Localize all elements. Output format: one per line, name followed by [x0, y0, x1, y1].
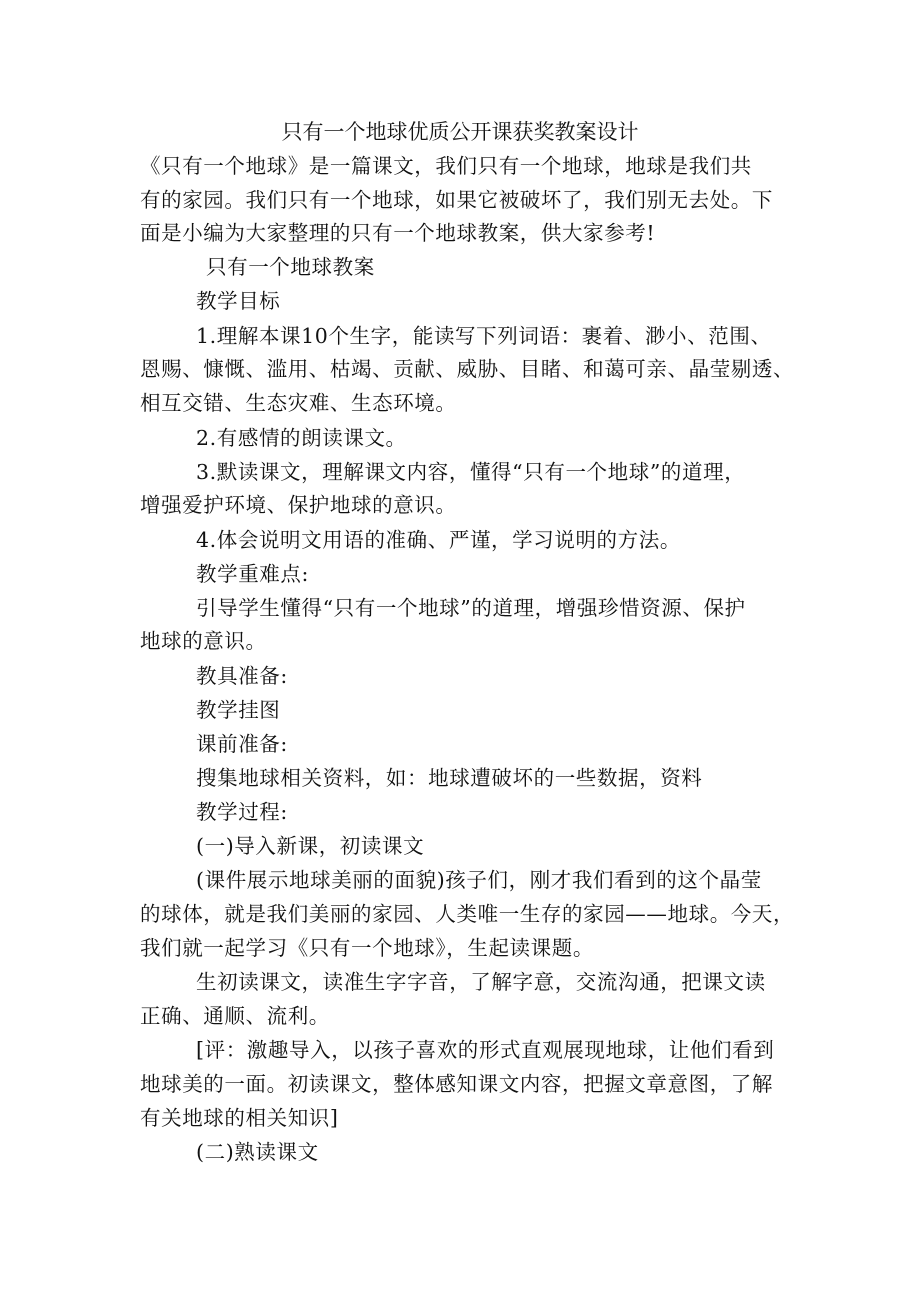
document-title: 只有一个地球优质公开课获奖教案设计 — [281, 120, 639, 144]
text-line: 地球美的一面。初读课文，整体感知课文内容，把握文章意图，了解 — [140, 1072, 773, 1096]
section-heading: 课前准备: — [196, 732, 288, 756]
text-line: 2.有感情的朗读课文。 — [196, 426, 407, 450]
section-heading: 教学重难点: — [196, 562, 310, 586]
text-line: 相互交错、生态灾难、生态环境。 — [140, 391, 457, 415]
section-heading: 教学目标 — [196, 289, 281, 313]
text-line: 的球体，就是我们美丽的家园、人类唯一生存的家园——地球。今天， — [140, 902, 795, 926]
section-heading: 教学过程: — [196, 800, 288, 824]
text-line: 教学挂图 — [196, 698, 281, 722]
text-line: 搜集地球相关资料，如：地球遭破坏的一些数据，资料 — [196, 766, 703, 790]
text-line: [评：激趣导入，以孩子喜欢的形式直观展现地球，让他们看到 — [196, 1038, 775, 1062]
text-line: 《只有一个地球》是一篇课文，我们只有一个地球，地球是我们共 — [140, 154, 752, 178]
text-line: 3.默读课文，理解课文内容，懂得“只有一个地球”的道理， — [196, 460, 746, 484]
text-line: 1.理解本课10个生字，能读写下列词语：裹着、渺小、范围、 — [196, 324, 772, 348]
text-line: 有的家园。我们只有一个地球，如果它被破坏了，我们别无去处。下 — [140, 188, 773, 212]
text-line: 面是小编为大家整理的只有一个地球教案，供大家参考! — [140, 221, 656, 245]
section-heading: 教具准备: — [196, 664, 288, 688]
section-heading: (一)导入新课，初读课文 — [196, 834, 425, 858]
text-line: 增强爱护环境、保护地球的意识。 — [140, 493, 457, 517]
text-line: 生初读课文，读准生字字音，了解字意，交流沟通，把课文读 — [196, 970, 766, 994]
text-line: 我们就一起学习《只有一个地球》，生起读课题。 — [140, 936, 594, 960]
text-line: 引导学生懂得“只有一个地球”的道理，增强珍惜资源、保护 — [196, 596, 746, 620]
text-line: 4.体会说明文用语的准确、严谨，学习说明的方法。 — [196, 528, 681, 552]
section-heading: (二)熟读课文 — [196, 1140, 319, 1164]
text-line: 地球的意识。 — [140, 629, 267, 653]
text-line: 恩赐、慷慨、滥用、枯竭、贡献、威胁、目睹、和蔼可亲、晶莹剔透、 — [140, 357, 795, 381]
text-line: 正确、通顺、流利。 — [140, 1004, 330, 1028]
section-heading: 只有一个地球教案 — [206, 255, 375, 279]
text-line: 有关地球的相关知识] — [140, 1106, 339, 1130]
text-line: (课件展示地球美丽的面貌)孩子们，刚才我们看到的这个晶莹 — [196, 868, 762, 892]
